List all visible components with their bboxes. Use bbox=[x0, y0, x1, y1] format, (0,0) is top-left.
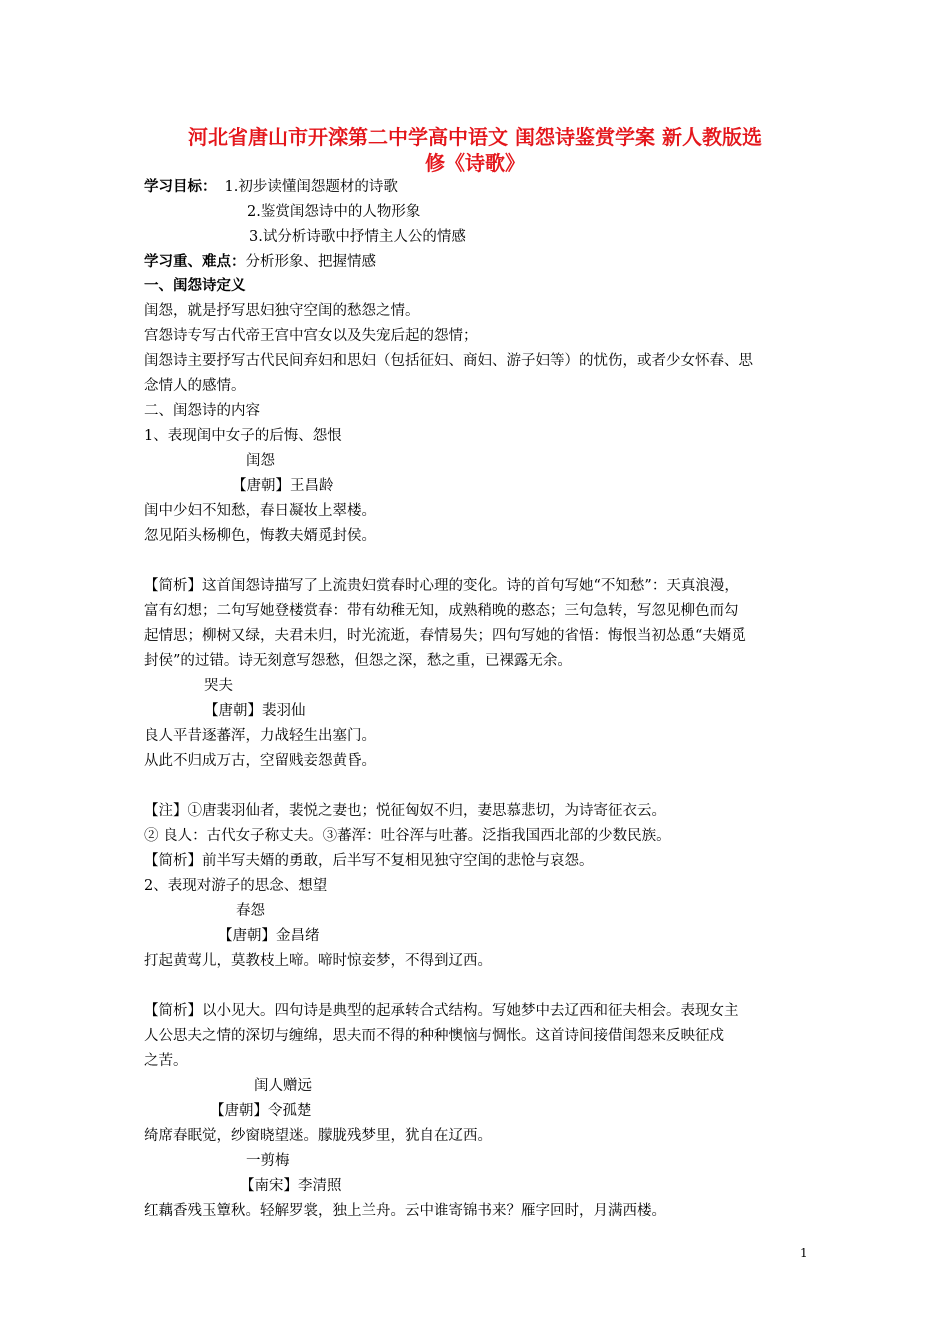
poem-1-line-2: 忽见陌头杨柳色，悔教夫婿觅封侯。 bbox=[144, 528, 376, 544]
poem-2-author: 【唐朝】裴羽仙 bbox=[204, 703, 306, 719]
poem-3-analysis-1: 【简析】以小见大。四句诗是典型的起承转合式结构。写她梦中去辽西和征夫相会。表现女主 bbox=[144, 1003, 739, 1019]
poem-2-analysis: 【简析】前半写夫婿的勇敢，后半写不复相见独守空闺的悲怆与哀怨。 bbox=[144, 853, 594, 869]
definition-paragraph-1: 闺怨，就是抒写思妇独守空闺的愁怨之情。 bbox=[144, 303, 420, 319]
goal-item-3: 3.试分析诗歌中抒情主人公的情感 bbox=[249, 229, 466, 245]
goals-label: 学习目标： bbox=[144, 179, 217, 195]
poem-3-line-1: 打起黄莺儿，莫教枝上啼。啼时惊妾梦，不得到辽西。 bbox=[144, 953, 492, 969]
poem-2-line-1: 良人平昔逐蕃浑，力战轻生出塞门。 bbox=[144, 728, 376, 744]
poem-4-title: 闺人赠远 bbox=[254, 1078, 312, 1094]
poem-1-title: 闺怨 bbox=[246, 453, 275, 469]
page-number: 1 bbox=[800, 1246, 808, 1260]
poem-3-analysis-2: 人公思夫之情的深切与缠绵，思夫而不得的种种懊恼与惆怅。这首诗间接借闺怨来反映征戍 bbox=[144, 1028, 724, 1044]
poem-1-line-1: 闺中少妇不知愁，春日凝妆上翠楼。 bbox=[144, 503, 376, 519]
section-1-heading: 一、闺怨诗定义 bbox=[144, 278, 246, 294]
poem-1-analysis-3: 起情思；柳树又绿，夫君未归，时光流逝，春情易失；四句写她的省悟：悔恨当初怂恿“夫婿觅 bbox=[144, 628, 746, 644]
subsection-2-heading: 2、表现对游子的思念、想望 bbox=[144, 878, 328, 894]
poem-1-analysis-2: 富有幻想；二句写她登楼赏春：带有幼稚无知，成熟稍晚的憨态；三句急转，写忽见柳色而勾 bbox=[144, 603, 739, 619]
poem-3-analysis-3: 之苦。 bbox=[144, 1053, 188, 1069]
goal-item-2: 2.鉴赏闺怨诗中的人物形象 bbox=[247, 204, 421, 220]
poem-2-note-1: 【注】①唐裴羽仙者，裴悦之妻也；悦征匈奴不归，妻思慕悲切，为诗寄征衣云。 bbox=[144, 803, 666, 819]
poem-2-note-2: ② 良人：古代女子称丈夫。③蕃浑：吐谷浑与吐蕃。泛指我国西北部的少数民族。 bbox=[144, 828, 671, 844]
poem-5-line-1: 红藕香残玉簟秋。轻解罗裳，独上兰舟。云中谁寄锦书来？雁字回时，月满西楼。 bbox=[144, 1203, 666, 1219]
poem-5-title: 一剪梅 bbox=[246, 1153, 290, 1169]
poem-3-author: 【唐朝】金昌绪 bbox=[218, 928, 320, 944]
section-2-heading: 二、闺怨诗的内容 bbox=[144, 403, 260, 419]
key-points-row bbox=[144, 252, 824, 272]
definition-paragraph-2: 宫怨诗专写古代帝王宫中宫女以及失宠后起的怨情； bbox=[144, 328, 478, 344]
document-title bbox=[130, 124, 820, 176]
key-points-text: 分析形象、把握情感 bbox=[245, 254, 376, 270]
poem-2-title: 哭夫 bbox=[204, 678, 233, 694]
poem-1-analysis-4: 封侯”的过错。诗无刻意写怨愁，但怨之深，愁之重，已裸露无余。 bbox=[144, 653, 572, 669]
goals-row bbox=[144, 177, 824, 197]
poem-1-analysis-1: 【简析】这首闺怨诗描写了上流贵妇赏春时心理的变化。诗的首句写她“不知愁”：天真浪漫， bbox=[144, 578, 739, 594]
title-line-1: 河北省唐山市开滦第二中学高中语文 闺怨诗鉴赏学案 新人教版选 bbox=[188, 125, 762, 149]
poem-2-line-2: 从此不归成万古，空留贱妾怨黄昏。 bbox=[144, 753, 376, 769]
title-line-2: 修《诗歌》 bbox=[425, 151, 525, 175]
definition-paragraph-3b: 念情人的感情。 bbox=[144, 378, 246, 394]
poem-1-author: 【唐朝】王昌龄 bbox=[232, 478, 334, 494]
definition-paragraph-3a: 闺怨诗主要抒写古代民间弃妇和思妇（包括征妇、商妇、游子妇等）的忧伤，或者少女怀春、思 bbox=[144, 353, 753, 369]
poem-3-title: 春怨 bbox=[236, 903, 265, 919]
poem-4-author: 【唐朝】令孤楚 bbox=[210, 1103, 312, 1119]
key-points-label: 学习重、难点： bbox=[144, 254, 246, 270]
goal-item-1: 1.初步读懂闺怨题材的诗歌 bbox=[224, 179, 398, 195]
subsection-1-heading: 1、表现闺中女子的后悔、怨恨 bbox=[144, 428, 342, 444]
poem-5-author: 【南宋】李清照 bbox=[240, 1178, 342, 1194]
poem-4-line-1: 绮席春眠觉，纱窗晓望迷。朦胧残梦里，犹自在辽西。 bbox=[144, 1128, 492, 1144]
